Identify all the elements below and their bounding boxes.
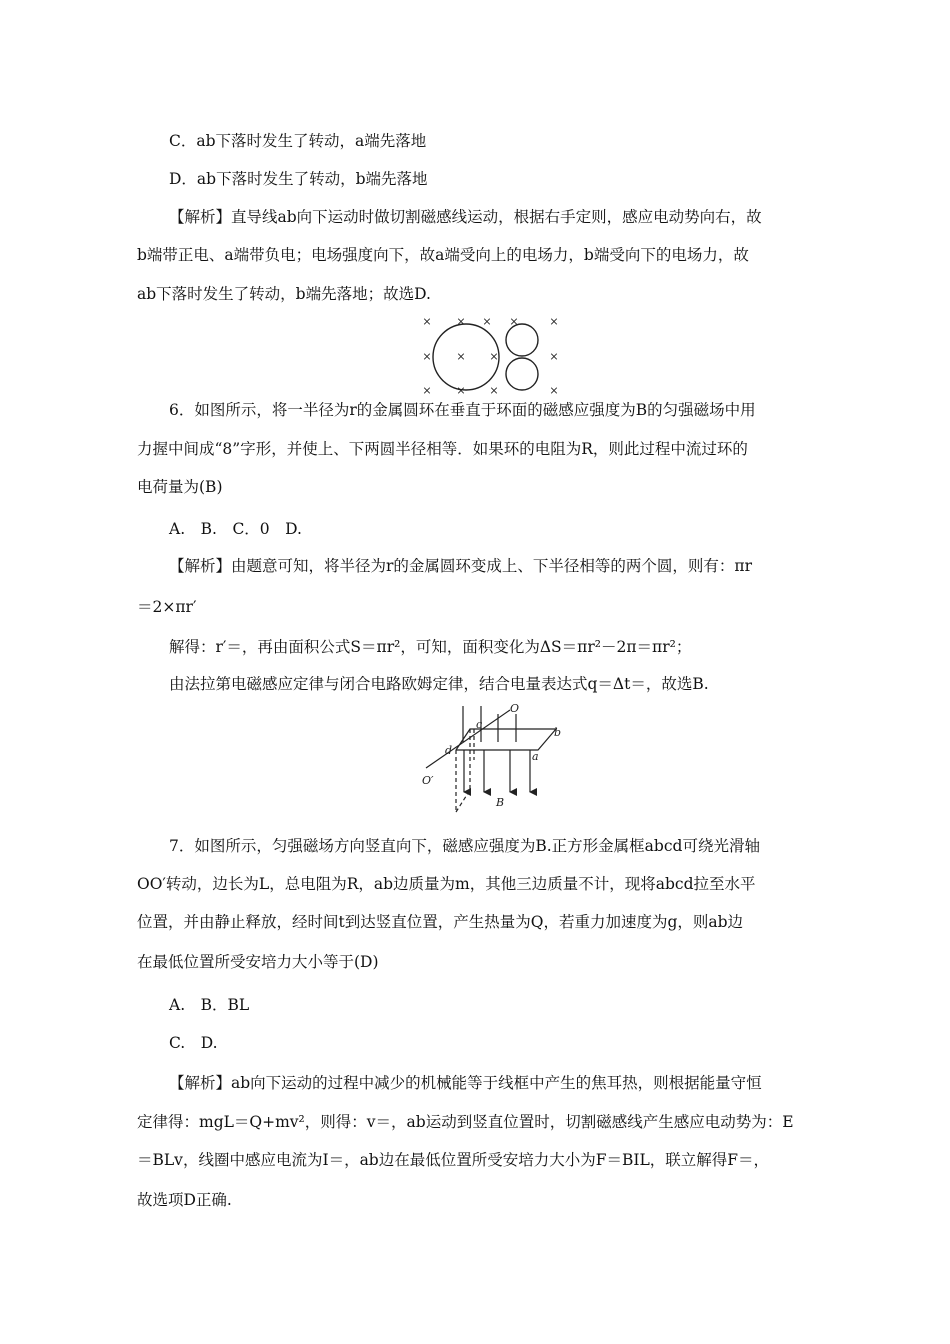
- svg-text:×: ×: [549, 384, 559, 397]
- question-7-line-4: 在最低位置所受安培力大小等于(D): [137, 953, 379, 971]
- svg-text:×: ×: [549, 315, 559, 328]
- label-c: c: [476, 718, 483, 731]
- svg-text:×: ×: [422, 350, 432, 363]
- analysis-6-line-3: 解得：r′＝，再由面积公式S＝πr²，可知，面积变化为ΔS＝πr²－2π＝πr²；: [169, 638, 692, 656]
- analysis-5-line-2: b端带正电、a端带负电；电场强度向下，故a端受向上的电场力，b端受向下的电场力，故: [137, 246, 749, 264]
- question-7-line-3: 位置，并由静止释放，经时间t到达竖直位置，产生热量为Q，若重力加速度为g，则ab边: [137, 913, 744, 931]
- horizontal-frame: [456, 729, 556, 750]
- axis-line: [426, 710, 510, 768]
- analysis-5-line-1: 【解析】直导线ab向下运动时做切割磁感线运动，根据右手定则，感应电动势向右，故: [169, 208, 762, 226]
- label-d: d: [445, 744, 453, 757]
- question-7-options-cd: C. D.: [169, 1034, 218, 1052]
- analysis-7-line-1: 【解析】ab向下运动的过程中减少的机械能等于线框中产生的焦耳热，则根据能量守恒: [169, 1074, 762, 1092]
- analysis-7-line-4: 故选项D正确.: [137, 1191, 232, 1209]
- svg-text:×: ×: [489, 350, 499, 363]
- label-o: O: [510, 702, 520, 715]
- label-a: a: [532, 750, 539, 763]
- svg-text:×: ×: [422, 384, 432, 397]
- label-B: B: [496, 796, 505, 809]
- analysis-6-line-2: ＝2×πr′: [137, 598, 197, 616]
- analysis-7-line-3: ＝BLv，线圈中感应电流为I＝，ab边在最低位置所受安培力大小为F＝BIL，联立解得F＝，: [137, 1151, 770, 1169]
- svg-text:×: ×: [549, 350, 559, 363]
- label-o-prime: O′: [422, 774, 434, 787]
- lower-small-circle: [506, 358, 538, 390]
- label-b: b: [554, 726, 562, 739]
- upper-small-circle: [506, 324, 538, 356]
- figure-8-ring-diagram: [418, 313, 566, 397]
- svg-text:×: ×: [456, 350, 466, 363]
- question-7-options-ab: A. B．BL: [169, 996, 250, 1014]
- option-d-line: D．ab下落时发生了转动，b端先落地: [169, 170, 428, 188]
- analysis-6-line-1: 【解析】由题意可知，将半径为r的金属圆环变成上、下半径相等的两个圆，则有：πr: [169, 557, 753, 575]
- question-6-line-2: 力握中间成“8”字形，并使上、下两圆半径相等．如果环的电阻为R，则此过程中流过环的: [137, 440, 748, 458]
- question-6-line-1: 6．如图所示，将一半径为r的金属圆环在垂直于环面的磁感应强度为B的匀强磁场中用: [169, 401, 756, 419]
- analysis-6-line-4: 由法拉第电磁感应定律与闭合电路欧姆定律，结合电量表达式q＝Δt＝，故选B.: [169, 675, 709, 693]
- analysis-7-line-2: 定律得：mgL＝Q+mv²，则得：v＝，ab运动到竖直位置时，切割磁感线产生感应电动势为：E: [137, 1113, 794, 1131]
- svg-text:×: ×: [456, 384, 466, 397]
- svg-text:×: ×: [422, 315, 432, 328]
- rotating-frame-diagram: [418, 700, 578, 818]
- svg-text:×: ×: [509, 315, 519, 328]
- question-7-line-2: OO′转动，边长为L，总电阻为R，ab边质量为m，其他三边质量不计，现将abcd拉至水平: [137, 875, 756, 893]
- analysis-5-line-3: ab下落时发生了转动，b端先落地；故选D.: [137, 285, 431, 303]
- svg-text:×: ×: [456, 315, 466, 328]
- question-7-line-1: 7．如图所示，匀强磁场方向竖直向下，磁感应强度为B.正方形金属框abcd可绕光滑轴: [169, 837, 760, 855]
- question-6-line-3: 电荷量为(B): [137, 478, 223, 496]
- svg-text:×: ×: [489, 384, 499, 397]
- svg-text:×: ×: [482, 315, 492, 328]
- option-c-line: C．ab下落时发生了转动，a端先落地: [169, 132, 427, 150]
- question-6-options: A. B. C．0 D.: [169, 520, 302, 538]
